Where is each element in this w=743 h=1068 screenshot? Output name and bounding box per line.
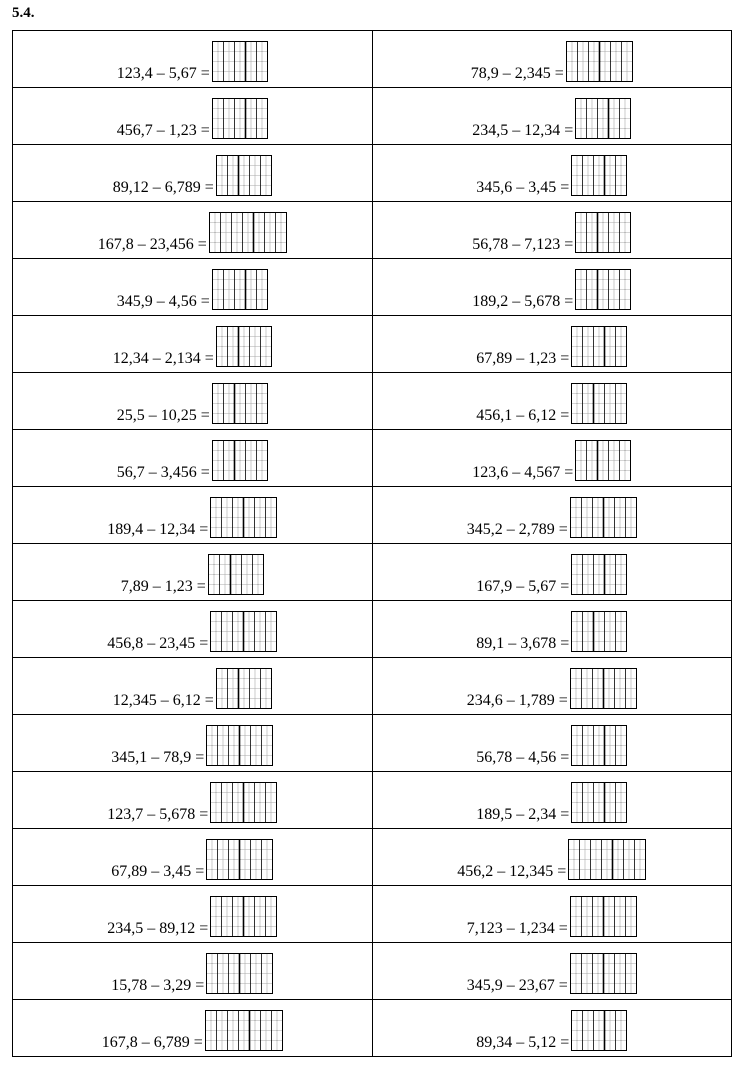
exercise-cell (13, 88, 373, 145)
exercise-row (13, 316, 732, 373)
answer-grid[interactable] (571, 326, 627, 367)
exercise-row (13, 715, 732, 772)
exercise-item (373, 373, 732, 429)
exercise-item (13, 658, 372, 714)
subtraction-expression: 67,89 – 1,23 = (476, 350, 570, 367)
answer-grid[interactable] (570, 953, 637, 994)
exercise-cell (372, 487, 732, 544)
exercise-item (373, 886, 732, 942)
subtraction-expression: 25,5 – 10,25 = (116, 407, 210, 424)
exercise-cell (13, 658, 373, 715)
subtraction-expression: 56,7 – 3,456 = (116, 464, 210, 481)
exercise-cell (372, 88, 732, 145)
subtraction-expression: 167,8 – 23,456 = (97, 236, 207, 253)
exercise-item (13, 1000, 372, 1056)
exercise-table (12, 30, 732, 1057)
subtraction-expression: 123,6 – 4,567 = (472, 464, 574, 481)
answer-grid[interactable] (216, 155, 272, 196)
subtraction-expression: 7,123 – 1,234 = (466, 920, 568, 937)
exercise-item (373, 1000, 732, 1056)
subtraction-expression: 456,2 – 12,345 = (457, 863, 567, 880)
answer-grid[interactable] (216, 326, 272, 367)
exercise-item (13, 373, 372, 429)
answer-grid[interactable] (570, 497, 637, 538)
answer-grid[interactable] (575, 269, 631, 310)
exercise-row (13, 259, 732, 316)
exercise-cell (372, 1000, 732, 1057)
exercise-row (13, 829, 732, 886)
exercise-item (373, 202, 732, 258)
answer-grid[interactable] (571, 383, 627, 424)
exercise-cell (13, 601, 373, 658)
exercise-row (13, 202, 732, 259)
exercise-cell (13, 715, 373, 772)
subtraction-expression: 456,8 – 23,45 = (107, 635, 209, 652)
exercise-cell (13, 31, 373, 88)
exercise-item (13, 544, 372, 600)
exercise-row (13, 658, 732, 715)
exercise-item (13, 31, 372, 87)
answer-grid[interactable] (210, 782, 277, 823)
exercise-cell (372, 772, 732, 829)
answer-grid[interactable] (210, 611, 277, 652)
subtraction-expression: 234,6 – 1,789 = (466, 692, 568, 709)
subtraction-expression: 56,78 – 4,56 = (476, 749, 570, 766)
answer-grid[interactable] (571, 782, 627, 823)
answer-grid[interactable] (566, 41, 633, 82)
exercise-row (13, 145, 732, 202)
exercise-cell (372, 259, 732, 316)
exercise-cell (13, 373, 373, 430)
exercise-cell (13, 202, 373, 259)
exercise-item (13, 715, 372, 771)
exercise-cell (13, 145, 373, 202)
subtraction-expression: 234,5 – 89,12 = (107, 920, 209, 937)
answer-grid[interactable] (571, 554, 627, 595)
answer-grid[interactable] (571, 1010, 627, 1051)
subtraction-expression: 189,5 – 2,34 = (476, 806, 570, 823)
exercise-cell (13, 316, 373, 373)
exercise-item (13, 202, 372, 258)
exercise-cell (372, 829, 732, 886)
answer-grid[interactable] (206, 839, 273, 880)
subtraction-expression: 167,8 – 6,789 = (101, 1034, 203, 1051)
answer-grid[interactable] (212, 41, 268, 82)
subtraction-expression: 345,6 – 3,45 = (476, 179, 570, 196)
subtraction-expression: 12,345 – 6,12 = (112, 692, 214, 709)
exercise-row (13, 1000, 732, 1057)
answer-grid[interactable] (212, 440, 268, 481)
exercise-cell (372, 145, 732, 202)
exercise-row (13, 487, 732, 544)
exercise-cell (372, 202, 732, 259)
exercise-item (13, 772, 372, 828)
exercise-item (373, 487, 732, 543)
answer-grid[interactable] (568, 839, 646, 880)
subtraction-expression: 78,9 – 2,345 = (470, 65, 564, 82)
exercise-cell (372, 658, 732, 715)
answer-grid[interactable] (212, 269, 268, 310)
subtraction-expression: 189,2 – 5,678 = (472, 293, 574, 310)
exercise-row (13, 31, 732, 88)
exercise-item (373, 943, 732, 999)
exercise-item (13, 886, 372, 942)
answer-grid[interactable] (212, 98, 268, 139)
exercise-cell (372, 373, 732, 430)
exercise-row (13, 88, 732, 145)
exercise-cell (13, 544, 373, 601)
exercise-row (13, 601, 732, 658)
exercise-item (373, 88, 732, 144)
exercise-cell (13, 487, 373, 544)
exercise-row (13, 430, 732, 487)
subtraction-expression: 345,9 – 23,67 = (466, 977, 568, 994)
exercise-cell (13, 1000, 373, 1057)
exercise-cell (13, 943, 373, 1000)
subtraction-expression: 123,4 – 5,67 = (116, 65, 210, 82)
answer-grid[interactable] (571, 725, 627, 766)
exercise-cell (372, 430, 732, 487)
subtraction-expression: 67,89 – 3,45 = (111, 863, 205, 880)
exercise-item (373, 544, 732, 600)
answer-grid[interactable] (210, 896, 277, 937)
answer-grid[interactable] (570, 896, 637, 937)
exercise-item (13, 88, 372, 144)
subtraction-expression: 7,89 – 1,23 = (120, 578, 206, 595)
exercise-cell (372, 943, 732, 1000)
subtraction-expression: 345,9 – 4,56 = (116, 293, 210, 310)
exercise-item (13, 145, 372, 201)
subtraction-expression: 89,1 – 3,678 = (476, 635, 570, 652)
answer-grid[interactable] (210, 497, 277, 538)
answer-grid[interactable] (206, 953, 273, 994)
exercise-item (373, 829, 732, 885)
subtraction-expression: 234,5 – 12,34 = (472, 122, 574, 139)
exercise-row (13, 886, 732, 943)
exercise-cell (13, 772, 373, 829)
exercise-item (373, 31, 732, 87)
exercise-row (13, 772, 732, 829)
exercise-cell (372, 601, 732, 658)
exercise-cell (372, 715, 732, 772)
exercise-item (13, 829, 372, 885)
exercise-item (373, 715, 732, 771)
answer-grid[interactable] (571, 155, 627, 196)
exercise-cell (13, 430, 373, 487)
exercise-cell (372, 31, 732, 88)
exercise-item (13, 601, 372, 657)
subtraction-expression: 89,12 – 6,789 = (112, 179, 214, 196)
exercise-row (13, 544, 732, 601)
subtraction-expression: 89,34 – 5,12 = (476, 1034, 570, 1051)
answer-grid[interactable] (209, 212, 287, 253)
exercise-cell (13, 829, 373, 886)
exercise-rows (13, 31, 732, 1057)
exercise-item (373, 316, 732, 372)
exercise-cell (372, 316, 732, 373)
subtraction-expression: 56,78 – 7,123 = (472, 236, 574, 253)
subtraction-expression: 15,78 – 3,29 = (111, 977, 205, 994)
answer-grid[interactable] (571, 611, 627, 652)
exercise-cell (13, 886, 373, 943)
subtraction-expression: 456,7 – 1,23 = (116, 122, 210, 139)
answer-grid[interactable] (208, 554, 264, 595)
answer-grid[interactable] (575, 212, 631, 253)
answer-grid[interactable] (575, 98, 631, 139)
exercise-row (13, 943, 732, 1000)
exercise-cell (372, 544, 732, 601)
exercise-item (373, 601, 732, 657)
subtraction-expression: 189,4 – 12,34 = (107, 521, 209, 538)
exercise-cell (372, 886, 732, 943)
answer-grid[interactable] (205, 1010, 283, 1051)
subtraction-expression: 456,1 – 6,12 = (476, 407, 570, 424)
exercise-item (13, 259, 372, 315)
exercise-item (373, 772, 732, 828)
answer-grid[interactable] (575, 440, 631, 481)
exercise-item (13, 430, 372, 486)
subtraction-expression: 345,2 – 2,789 = (466, 521, 568, 538)
subtraction-expression: 123,7 – 5,678 = (107, 806, 209, 823)
exercise-cell (13, 259, 373, 316)
answer-grid[interactable] (206, 725, 273, 766)
subtraction-expression: 167,9 – 5,67 = (476, 578, 570, 595)
answer-grid[interactable] (216, 668, 272, 709)
exercise-item (373, 430, 732, 486)
exercise-item (373, 259, 732, 315)
exercise-item (13, 316, 372, 372)
exercise-row (13, 373, 732, 430)
subtraction-expression: 12,34 – 2,134 = (112, 350, 214, 367)
exercise-item (13, 943, 372, 999)
answer-grid[interactable] (570, 668, 637, 709)
answer-grid[interactable] (212, 383, 268, 424)
exercise-number: 5.4. (12, 5, 35, 21)
subtraction-expression: 345,1 – 78,9 = (111, 749, 205, 766)
exercise-item (373, 145, 732, 201)
exercise-item (13, 487, 372, 543)
exercise-item (373, 658, 732, 714)
